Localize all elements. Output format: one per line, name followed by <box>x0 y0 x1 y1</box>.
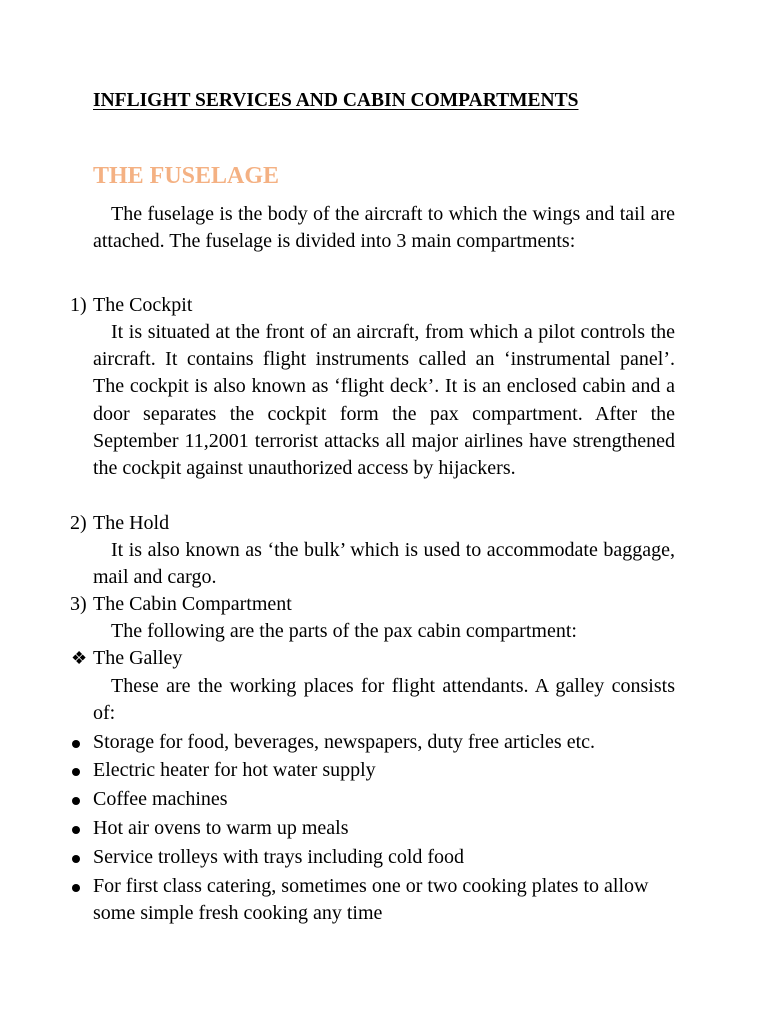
bullet-icon <box>72 826 80 834</box>
compartment-label: The Cockpit <box>93 294 193 316</box>
bullet-icon <box>72 768 80 776</box>
compartment-number: 3) <box>70 593 87 615</box>
list-item-text: For first class catering, sometimes one or two cooking plates to allow some simple fresh cooking any time <box>93 875 649 924</box>
diamond-bullet-icon: ❖ <box>71 648 88 668</box>
list-item-text: Hot air ovens to warm up meals <box>93 817 349 839</box>
compartment-number: 1) <box>70 294 87 316</box>
bullet-icon <box>72 740 80 748</box>
bullet-icon <box>72 884 80 892</box>
intro-paragraph: The fuselage is the body of the aircraft to which the wings and tail are attached. The fuselage is divided into 3 main compartments: <box>93 203 675 253</box>
document-title: INFLIGHT SERVICES AND CABIN COMPARTMENTS <box>93 90 579 111</box>
list-item-text: Coffee machines <box>93 788 228 810</box>
section-heading: THE FUSELAGE <box>93 163 280 189</box>
compartment-label: The Cabin Compartment <box>93 593 292 615</box>
galley-paragraph: These are the working places for flight attendants. A galley consists of: <box>93 675 675 725</box>
list-item-text: Electric heater for hot water supply <box>93 759 376 781</box>
cockpit-paragraph: It is situated at the front of an aircraft, from which a pilot controls the aircraft. It contains flight instruments called an ‘instrumental panel’. The cockpit is also known as ‘flight deck’. It is an enclosed cabin and a door separates the cockpit form the pax compartment. After the September 11,2001 terrorist attacks all major airlines have strengthened the cockpit against unauthorized access by hijackers. <box>93 321 675 480</box>
hold-paragraph: It is also known as ‘the bulk’ which is used to accommodate baggage, mail and cargo. <box>93 539 675 589</box>
compartment-number: 2) <box>70 512 87 534</box>
galley-label: The Galley <box>93 647 183 669</box>
cabin-paragraph: The following are the parts of the pax cabin compartment: <box>111 620 577 642</box>
list-item-text: Service trolleys with trays including cold food <box>93 846 465 868</box>
bullet-icon <box>72 855 80 863</box>
bullet-icon <box>72 797 80 805</box>
list-item-text: Storage for food, beverages, newspapers, duty free articles etc. <box>93 731 596 753</box>
compartment-label: The Hold <box>93 512 170 534</box>
